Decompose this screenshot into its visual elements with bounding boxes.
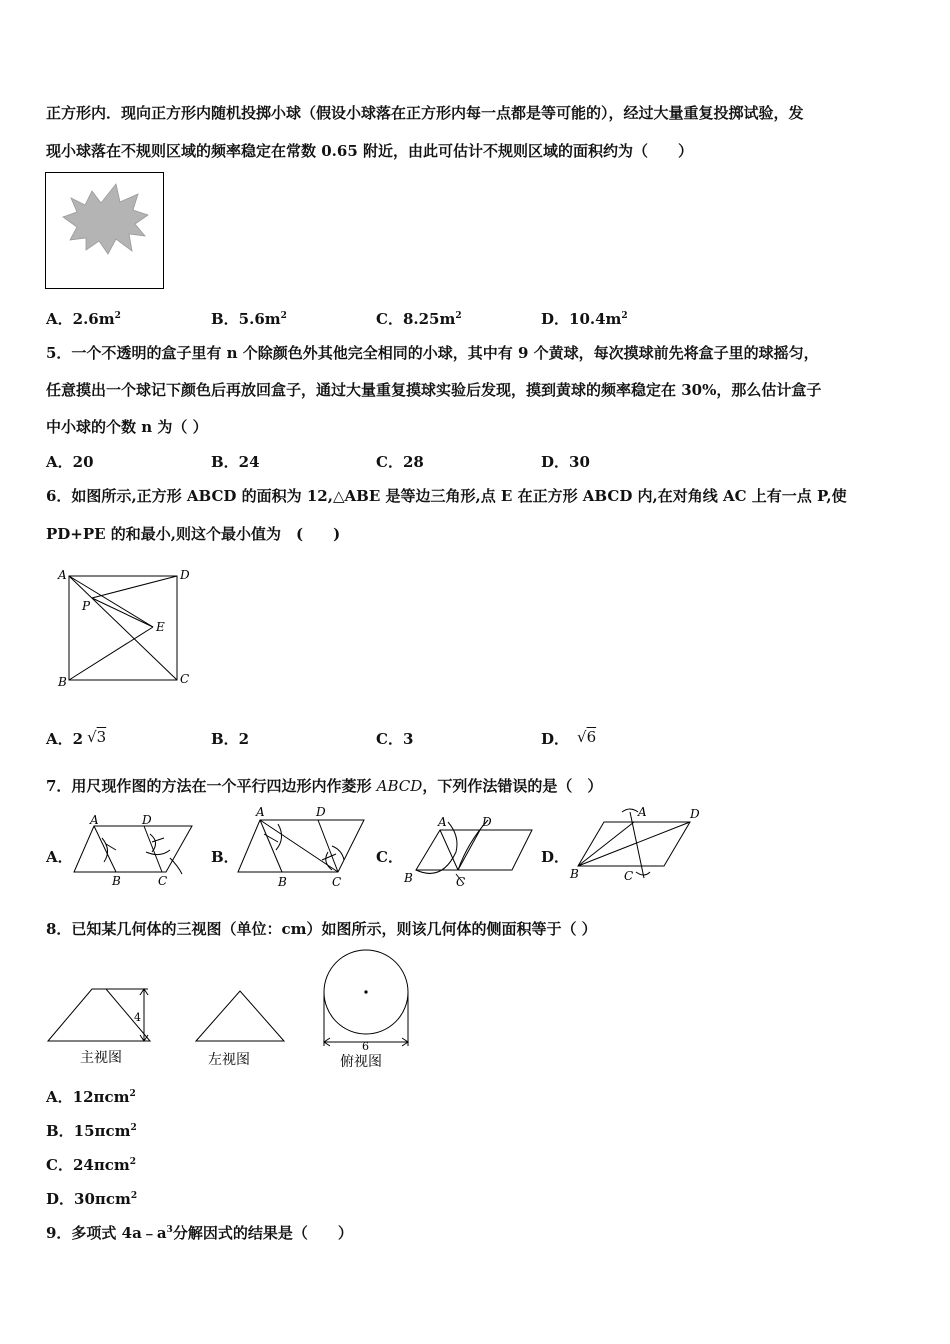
svg-text:俯视图: 俯视图 — [340, 1054, 382, 1070]
svg-text:A: A — [90, 813, 99, 827]
q7-figure-c — [402, 812, 534, 894]
svg-text:C: C — [456, 875, 466, 889]
q6-option-a[interactable]: A．2 √3 — [46, 728, 107, 748]
q9-text: 9．多项式 $4a﹣a^3$分解因式的结果是（ ） — [46, 1224, 353, 1242]
q6-label-c: C — [180, 672, 190, 686]
q5-option-a[interactable]: A．20 — [46, 453, 94, 471]
q6-label-a: A — [58, 568, 67, 582]
q5-text-line-1: 5．一个不透明的盒子里有 n 个除颜色外其他完全相同的小球，其中有 9 个黄球，每次摸球前先将盒子里的球摇匀， — [46, 344, 819, 362]
q6-text-line-1: 6．如图所示,正方形 ABCD 的面积为 12,△ABE 是等边三角形,点 E 在正方形 ABCD 内,在对角线 AC 上有一点 P,使 — [46, 487, 847, 505]
q7-figure-b — [236, 804, 368, 894]
svg-text:左视图: 左视图 — [208, 1052, 250, 1068]
q5-option-c[interactable]: C．28 — [376, 453, 424, 471]
q4-text-line-2: 现小球落在不规则区域的频率稳定在常数 0.65 附近，由此可估计不规则区域的面积约为（ ） — [46, 142, 693, 160]
q4-option-a[interactable]: A．$2.6m^2$ — [46, 310, 121, 328]
q4-option-d[interactable]: D．$10.4m^2$ — [541, 310, 628, 328]
q7-figure-a — [72, 812, 196, 894]
svg-text:主视图: 主视图 — [80, 1050, 122, 1066]
q5-option-d[interactable]: D．30 — [541, 453, 590, 471]
q5-option-b[interactable]: B．24 — [211, 453, 260, 471]
q4-option-b[interactable]: B．$5.6m^2$ — [211, 310, 287, 328]
q7-option-d[interactable]: D． — [541, 848, 570, 866]
svg-text:B: B — [278, 875, 287, 889]
svg-text:B: B — [570, 867, 579, 881]
q8-left-view — [192, 985, 292, 1073]
svg-text:D: D — [482, 815, 492, 829]
q8-option-c[interactable]: C．24πcm$^2$ — [46, 1156, 137, 1174]
svg-text:B: B — [404, 871, 413, 885]
q8-option-b[interactable]: B．15πcm$^2$ — [46, 1122, 137, 1140]
svg-text:D: D — [690, 807, 700, 821]
q7-figure-d — [568, 802, 708, 892]
q5-text-line-3: 中小球的个数 n 为（ ） — [46, 418, 208, 436]
q6-text-line-2: PD+PE 的和最小,则这个最小值为 ( ) — [46, 525, 341, 543]
svg-text:A: A — [438, 815, 447, 829]
q6-option-b[interactable]: B．2 — [211, 730, 250, 748]
svg-text:D: D — [142, 813, 152, 827]
q8-option-d[interactable]: D．30πcm$^2$ — [46, 1190, 138, 1208]
q4-figure — [45, 172, 165, 294]
svg-text:4: 4 — [134, 1011, 141, 1024]
q7-option-b[interactable]: B． — [211, 848, 239, 866]
svg-text:6: 6 — [362, 1040, 369, 1053]
svg-text:B: B — [112, 874, 121, 888]
q8-front-view — [44, 985, 156, 1073]
q6-label-p: P — [82, 599, 91, 613]
svg-text:C: C — [158, 874, 168, 888]
q8-option-a[interactable]: A．12πcm$^2$ — [46, 1088, 136, 1106]
q6-option-c[interactable]: C．3 — [376, 730, 414, 748]
q8-text: 8．已知某几何体的三视图（单位：cm）如图所示，则该几何体的侧面积等于（ ） — [46, 920, 597, 938]
q7-option-a[interactable]: A． — [46, 848, 73, 866]
q4-text-line-1: 正方形内．现向正方形内随机投掷小球（假设小球落在正方形内每一点都是等可能的），经过大量重复投掷试验，发 — [46, 104, 804, 122]
svg-text:D: D — [316, 805, 326, 819]
q6-label-b: B — [58, 675, 67, 689]
q4-option-c[interactable]: C．$8.25m^2$ — [376, 310, 462, 328]
svg-text:C: C — [624, 869, 634, 883]
q5-text-line-2: 任意摸出一个球记下颜色后再放回盒子，通过大量重复摸球实验后发现，摸到黄球的频率稳定在 30%，那么估计盒子 — [46, 381, 822, 399]
q7-text: 7．用尺现作图的方法在一个平行四边形内作菱形 ABCD，下列作法错误的是（ ） — [46, 777, 603, 795]
q6-option-d[interactable]: D． √6 — [541, 728, 597, 748]
svg-text:A: A — [256, 805, 265, 819]
q6-label-d: D — [180, 568, 190, 582]
q8-top-view — [316, 946, 418, 1076]
svg-text:A: A — [638, 805, 647, 819]
q6-label-e: E — [156, 620, 165, 634]
q7-option-c[interactable]: C． — [376, 848, 403, 866]
svg-text:C: C — [332, 875, 342, 889]
q6-figure — [52, 564, 202, 698]
